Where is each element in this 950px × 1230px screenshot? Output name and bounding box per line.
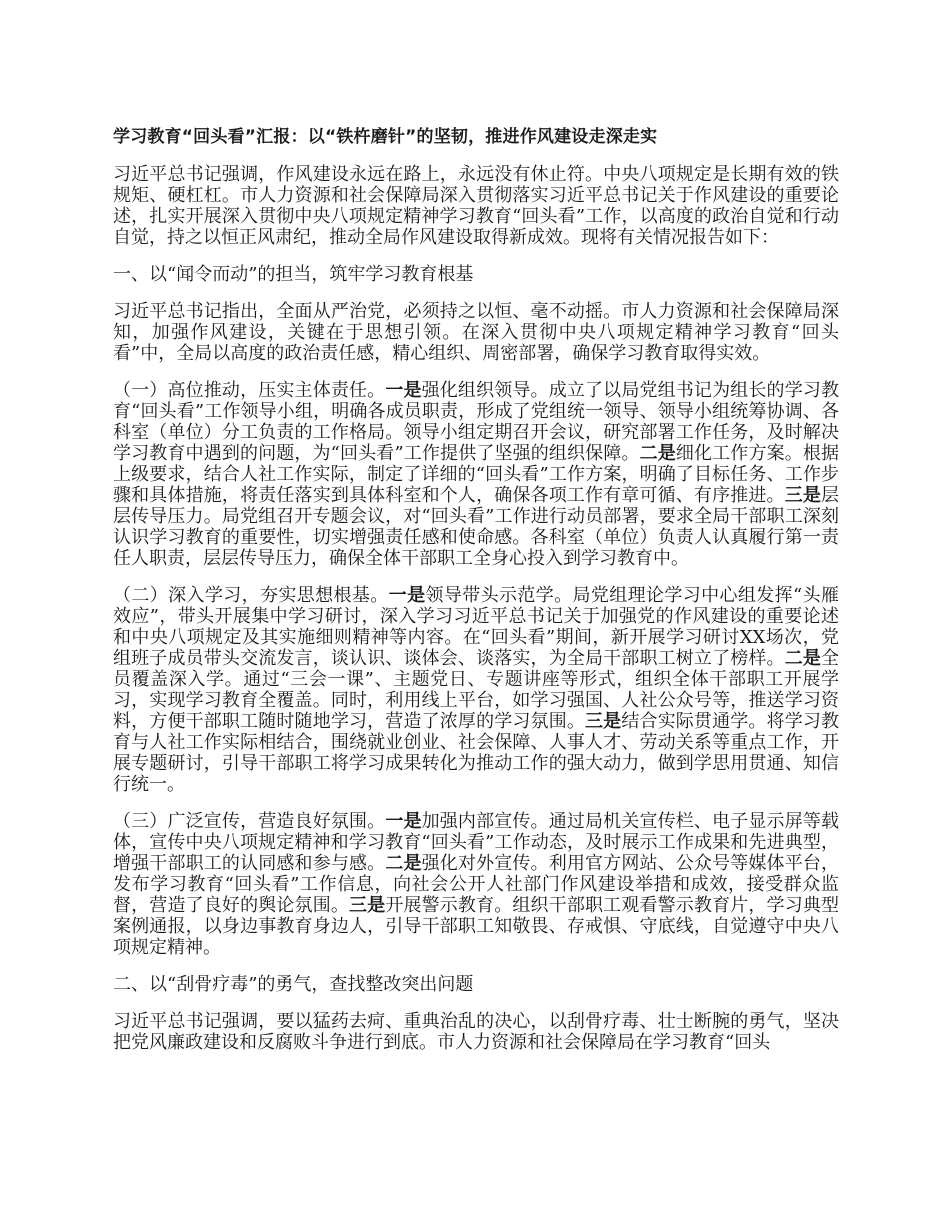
section-2-heading: 二、以“刮骨疗毒”的勇气，查找整改突出问题	[113, 974, 474, 995]
subsection-3-paragraph	[113, 811, 839, 958]
point-3-text: 开展警示教育。组织干部职工观看警示教育片，学习典型案例通报，以身边事教育身边人，引导干部职工知敬畏、存戒惧、守底线，自觉遵守中央八项规定精神。	[113, 895, 840, 958]
point-1-label: 一是	[385, 811, 422, 832]
subsection-1-lead: （一）高位推动，压实主体责任。	[113, 380, 386, 401]
section-2-intro: 习近平总书记强调，要以猛药去疴、重典治乱的决心，以刮骨疗毒、壮士断腕的勇气，坚决把党风廉政建设和反腐败斗争进行到底。市人力资源和社会保障局在学习教育“回头	[113, 1011, 839, 1053]
point-2-label: 二是	[639, 443, 676, 464]
subsection-2-paragraph	[113, 585, 839, 795]
section-1-intro: 习近平总书记指出，全面从严治党，必须持之以恒、毫不动摇。市人力资源和社会保障局深知，加强作风建设，关键在于思想引领。在深入贯彻中央八项规定精神学习教育“回头看”中，全局以高度的政治责任感，精心组织、周密部署，确保学习教育取得实效。	[113, 301, 839, 364]
point-2-text: 全员覆盖深入学。通过“三会一课”、主题党日、专题讲座等形式，组织全体干部职工开展学习，实现学习教育全覆盖。同时，利用线上平台，如学习强国、人社公众号等，推送学习资料，方便干部职工随时随地学习，营造了浓厚的学习氛围。	[113, 648, 840, 732]
point-2-label: 二是	[784, 648, 822, 669]
document-title: 学习教育“回头看”汇报：以“铁杵磨针”的坚韧，推进作风建设走深走实	[113, 127, 658, 147]
point-3-label: 三是	[349, 895, 386, 916]
point-3-text: 层层传导压力。局党组召开专题会议，对“回头看”工作进行动员部署，要求全局干部职工深刻认识学习教育的重要性，切实增强责任感和使命感。各科室（单位）负责人认真履行第一责任人职责，层层传导压力，确保全体干部职工全身心投入到学习教育中。	[113, 485, 840, 569]
point-2-text: 强化对外宣传。利用官方网站、公众号等媒体平台，发布学习教育“回头看”工作信息，向社会公开人社部门作风建设举措和成效，接受群众监督，营造了良好的舆论氛围。	[113, 853, 840, 916]
subsection-1-paragraph	[113, 380, 839, 569]
intro-paragraph: 习近平总书记强调，作风建设永远在路上，永远没有休止符。中央八项规定是长期有效的铁规矩、硬杠杠。市人力资源和社会保障局深入贯彻落实习近平总书记关于作风建设的重要论述，扎实开展深入贯彻中央八项规定精神学习教育“回头看”工作，以高度的政治自觉和行动自觉，持之以恒正风肃纪，推动全局作风建设取得新成效。现将有关情况报告如下：	[113, 164, 839, 248]
section-1-heading: 一、以“闻令而动”的担当，筑牢学习教育根基	[113, 264, 474, 285]
point-3-label: 三是	[784, 485, 822, 506]
point-1-text: 加强内部宣传。通过局机关宣传栏、电子显示屏等载体，宣传中央八项规定精神和学习教育“回头看”工作动态，及时展示工作成果和先进典型，增强干部职工的认同感和参与感。	[113, 811, 840, 874]
subsection-3-lead: （三）广泛宣传，营造良好氛围。	[113, 811, 386, 832]
subsection-2-lead: （二）深入学习，夯实思想根基。	[113, 585, 389, 606]
point-2-label: 二是	[385, 853, 422, 874]
point-1-text: 领导带头示范学。局党组理论学习中心组发挥“头雁效应”，带头开展集中学习研讨，深入学习习近平总书记关于加强党的作风建设的重要论述和中央八项规定及其实施细则精神等内容。在“回头看”期间，新开展学习研讨XX场次，党组班子成员带头交流发言，谈认识、谈体会、谈落实，为全局干部职工树立了榜样。	[113, 585, 840, 669]
point-1-text: 强化组织领导。成立了以局党组书记为组长的学习教育“回头看”工作领导小组，明确各成员职责，形成了党组统一领导、领导小组统筹协调、各科室（单位）分工负责的工作格局。领导小组定期召开会议，研究部署工作任务，及时解决学习教育中遇到的问题，为“回头看”工作提供了坚强的组织保障。	[113, 380, 840, 464]
point-2-text: 细化工作方案。根据上级要求，结合人社工作实际，制定了详细的“回头看”工作方案，明确了目标任务、工作步骤和具体措施，将责任落实到具体科室和个人，确保各项工作有章可循、有序推进。	[113, 443, 840, 506]
point-1-label: 一是	[388, 585, 426, 606]
point-3-label: 三是	[585, 711, 622, 732]
document-page	[113, 126, 839, 1069]
point-1-label: 一是	[385, 380, 422, 401]
point-3-text: 结合实际贯通学。将学习教育与人社工作实际相结合，围绕就业创业、社会保障、人事人才、劳动关系等重点工作，开展专题研讨，引导干部职工将学习成果转化为推动工作的强大动力，做到学思用贯通、知信行统一。	[113, 711, 840, 795]
